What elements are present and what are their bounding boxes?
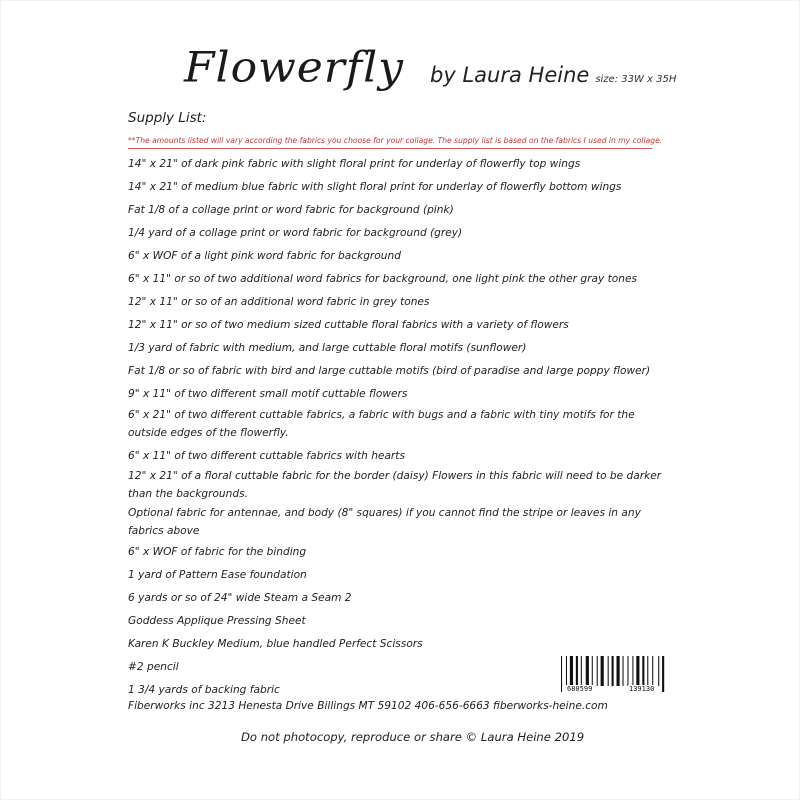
title-row — [184, 42, 676, 102]
supply-item: 1 3/4 yards of backing fabric — [128, 684, 280, 696]
supply-item: 6" x 11" or so of two additional word fabrics for background, one light pink the other gray tones — [128, 273, 637, 285]
supply-item: 6 yards or so of 24" wide Steam a Seam 2 — [128, 592, 352, 604]
supply-item: 6" x 21" of two different cuttable fabrics, a fabric with bugs and a fabric with tiny motifs for the outside edges of the flowerfly. — [128, 409, 635, 439]
supply-item: 1/4 yard of a collage print or word fabric for background (grey) — [128, 227, 463, 239]
supply-note: **The amounts listed will vary according the fabrics you choose for your collage. The supply list is based on the fabrics I used in my collage. — [128, 136, 663, 145]
supply-note-underline — [128, 148, 652, 149]
copyright-notice: Do not photocopy, reproduce or share © Laura Heine 2019 — [241, 730, 585, 744]
supply-item: 14" x 21" of medium blue fabric with slight floral print for underlay of flowerfly bottom wings — [128, 181, 622, 193]
company-info: Fiberworks inc 3213 Henesta Drive Billings MT 59102 406-656-6663 fiberworks-heine.com — [128, 700, 608, 712]
supply-item: Fat 1/8 of a collage print or word fabric for background (pink) — [128, 204, 454, 216]
supply-item: 12" x 11" or so of an additional word fabric in grey tones — [128, 296, 430, 308]
supply-item: Fat 1/8 or so of fabric with bird and large cuttable motifs (bird of paradise and large poppy flower) — [128, 365, 651, 377]
supply-list-heading: Supply List: — [128, 110, 207, 126]
supply-item: 12" x 21" of a floral cuttable fabric for the border (daisy) Flowers in this fabric will need to be darker than the backgrounds. — [128, 470, 662, 500]
supply-item: 14" x 21" of dark pink fabric with slight floral print for underlay of flowerfly top wings — [128, 158, 581, 170]
supply-item: 1/3 yard of fabric with medium, and large cuttable floral motifs (sunflower) — [128, 342, 527, 354]
supply-item: #2 pencil — [128, 661, 179, 673]
author-byline: by Laura Heine — [430, 63, 590, 87]
barcode-number-left: 680599 — [567, 685, 593, 693]
supply-item: 6" x WOF of fabric for the binding — [128, 546, 307, 558]
supply-item: 6" x 11" of two different cuttable fabrics with hearts — [128, 450, 405, 462]
pattern-title: Flowerfly — [184, 43, 405, 92]
supply-item: 6" x WOF of a light pink word fabric for background — [128, 250, 401, 262]
size-note: size: 33W x 35H — [595, 74, 677, 85]
supply-item: Karen K Buckley Medium, blue handled Perfect Scissors — [128, 638, 423, 650]
supply-item: 9" x 11" of two different small motif cuttable flowers — [128, 388, 408, 400]
supply-item: Goddess Applique Pressing Sheet — [128, 615, 306, 627]
barcode-number-right: 139130 — [629, 685, 655, 693]
supply-item: 1 yard of Pattern Ease foundation — [128, 569, 307, 581]
supply-item: 12" x 11" or so of two medium sized cuttable floral fabrics with a variety of flowers — [128, 319, 569, 331]
supply-item: Optional fabric for antennae, and body (8" squares) if you cannot find the stripe or leaves in any fabrics above — [128, 507, 641, 537]
